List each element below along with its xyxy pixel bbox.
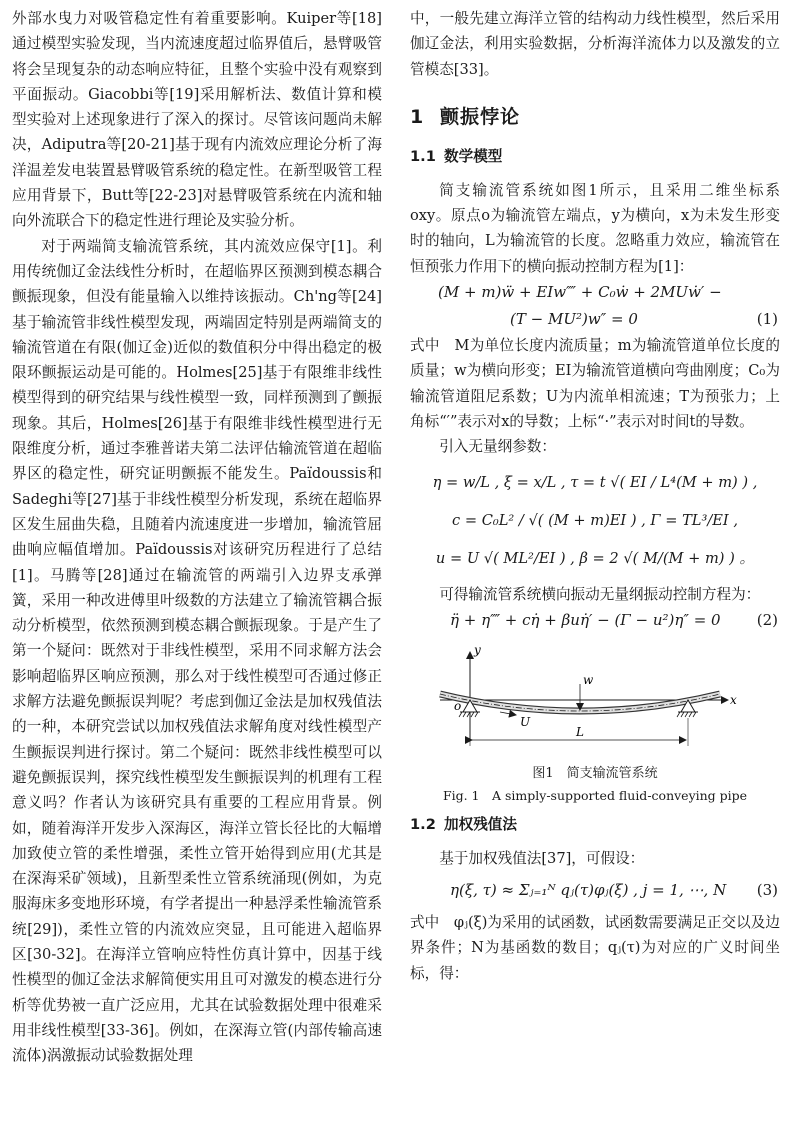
equation-3 xyxy=(410,877,780,904)
equation-text: (M + m)ẅ + EIw⁗ + C₀ẇ + 2MUẇ′ − xyxy=(438,283,722,302)
equation-number: (3) xyxy=(756,881,778,900)
body-paragraph: 基于加权残值法[37]，可假设： xyxy=(439,849,645,867)
left-column xyxy=(12,6,382,1068)
subsection-number: 1.2 xyxy=(410,815,436,833)
body-paragraph: 可得输流管系统横向振动无量纲振动控制方程为： xyxy=(439,585,761,603)
body-paragraph: 式中 φⱼ(ξ)为采用的试函数，试函数需要满足正交以及边界条件；N为基函数的数目；qⱼ(τ)为对应的广义时间坐标，得： xyxy=(410,914,780,982)
body-paragraph: 简支输流管系统如图1所示，且采用二维坐标系oxy。原点o为输流管左端点，y为横向，x为未发生形变时的轴向，L为输流管的长度。忽略重力效应，输流管在恒预张力作用下的横向振动控制方程为[1]： xyxy=(410,181,780,275)
equation-2 xyxy=(410,607,780,634)
flow-arrow xyxy=(500,712,516,715)
subsection-heading xyxy=(410,814,780,836)
right-support-hatch xyxy=(677,712,696,717)
body-paragraph: 中，一般先建立海洋立管的结构动力线性模型，然后采用伽辽金法，利用实验数据，分析海洋流体力以及激发的立管模态[33]。 xyxy=(410,10,780,78)
subsection-number: 1.1 xyxy=(410,147,436,165)
pipe-diagram xyxy=(410,640,780,760)
body-paragraph: 外部水曳力对吸管稳定性有着重要影响。Kuiper等[18]通过模型实验发现，当内流速度超过临界值后，悬臂吸管将会呈现复杂的动态响应特征，且整个实验中没有观察到平面振动。Giacobbi等[19]采用解析法、数值计算和模型实验对上述现象进行了深入的探讨。尽管该问题尚未解决，Adiputra等[20-21]基于现有内流效应理论分析了海洋温差发电装置悬臂吸管系统的稳定性。在新型吸管工程应用背景下，Butt等[22-23]对悬臂吸管系统在内流和轴向外流联合下的稳定性进行理论及实验分析。 xyxy=(12,10,382,230)
equation-number: (1) xyxy=(756,310,778,329)
equation-1-line-1 xyxy=(410,279,780,306)
y-axis-label: y xyxy=(474,642,481,657)
body-paragraph: 式中 M为单位长度内流质量；m为输流管道单位长度的质量；w为横向形变；EI为输流管道横向弯曲刚度；C₀为输流管道阻尼系数；U为内流单相流速；T为预张力；上角标“′”表示对x的导数；上标“·”表示对时间t的导数。 xyxy=(410,337,780,430)
section-title: 颤振悖论 xyxy=(440,105,521,128)
definition-line: η = w/L , ξ = x/L , τ = t √( EI / L⁴(M + m) ) , xyxy=(432,473,758,491)
left-support-hatch xyxy=(459,712,478,717)
figure-caption-english: Fig. 1 A simply-supported fluid-conveying pipe xyxy=(442,787,748,803)
section-heading xyxy=(410,104,780,130)
subsection-heading xyxy=(410,146,780,168)
body-paragraph: 对于两端简支输流管系统，其内流效应保守[1]。利用传统伽辽金法线性分析时，在超临界区预测到模态耦合颤振现象，但没有能量输入以维持该振动。Ch'ng等[24]基于输流管非线性模型发现，两端固定特别是两端简支的输流管道在有限(伽辽金)近似的数值积分中得出稳定的极限环颤振运动是可能的。Holmes[25]基于有限维非线性模型得到的研究结果与线性模型一致，同样预测到了颤振现象。其后，Holmes[26]基于有限维非线性模型进行无限维度分析，通过李雅普诺夫第二法评估输流管道在超临界区的稳定性，研究证明颤振不能发生。Païdoussis和Sadeghi等[27]基于非线性模型分析发现，系统在超临界区发生屈曲失稳，且随着内流速度进一步增加，输流管屈曲响应幅值增加。Païdoussis对该研究历程进行了总结[1]。马腾等[28]通过在输流管的两端引入边界支承弹簧，采用一种改进傅里叶级数的方法建立了输流管耦合振动分析模型，依然预测到模态耦合颤振现象。于是产生了第一个疑问：既然对于非线性模型，采用不同求解方法会影响超临界区响应预测，那么对于线性模型可否通过修正求解方法避免颤振误判呢？考虑到伽辽金法是加权残值法的一种，本研究尝试以加权残值法求解角度对线性模型产生颤振误判进行探讨。第二个疑问：既然非线性模型可以避免颤振误判，探究线性模型发生颤振误判的机理有工程意义吗？作者认为该研究具有重要的工程应用背景。例如，随着海洋开发步入深海区，海洋立管长径比的大幅增加致使立管的柔性增强，柔性立管开始得到应用(尤其是在深海采矿领域)，且新型柔性立管系统涌现(例如，为克服海床多变地形环境，有学者提出一种悬浮柔性输流管系统[29])，柔性立管的内流效应突显，且可能进入超临界区[30-32]。在海洋立管响应特性仿真计算中，因基于线性模型的伽辽金法求解简便实用且可对激发的模态进行分析等优势被一直广泛应用，尤其在试验数据处理中很难采用非线性模型[33-36]。例如，在深海立管(内部传输高速流体)涡激振动试验数据处理 xyxy=(12,237,382,1065)
figure-caption-chinese: 图1 简支输流管系统 xyxy=(532,765,658,781)
equation-number: (2) xyxy=(756,610,778,629)
section-number: 1 xyxy=(410,105,425,128)
equation-text: η(ξ, τ) ≈ Σⱼ₌₁ᴺ qⱼ(τ)φⱼ(ξ) , j = 1, ⋯, N xyxy=(450,881,727,900)
subsection-title: 加权残值法 xyxy=(444,815,517,833)
figure-1 xyxy=(410,640,780,806)
equation-text: (T − MU²)w″ = 0 xyxy=(510,310,638,329)
definition-line: u = U √( ML²/EI ) , β = 2 √( M/(M + m) ) 。 xyxy=(435,549,755,567)
definition-line: c = C₀L² / √( (M + m)EI ) , Γ = TL³/EI , xyxy=(452,511,738,529)
x-axis-label: x xyxy=(730,692,737,707)
deflection-label: w xyxy=(583,672,594,687)
length-label: L xyxy=(576,724,584,739)
right-column xyxy=(410,6,780,986)
dimensionless-definitions xyxy=(410,464,780,578)
flow-velocity-label: U xyxy=(520,714,531,729)
equation-1-line-2 xyxy=(410,306,780,333)
equation-text: η̈ + η⁗ + cη̇ + βuη̇′ − (Γ − u²)η″ = 0 xyxy=(450,610,721,629)
body-paragraph: 引入无量纲参数： xyxy=(439,438,556,456)
origin-label: o xyxy=(454,698,462,713)
subsection-title: 数学模型 xyxy=(444,147,503,165)
